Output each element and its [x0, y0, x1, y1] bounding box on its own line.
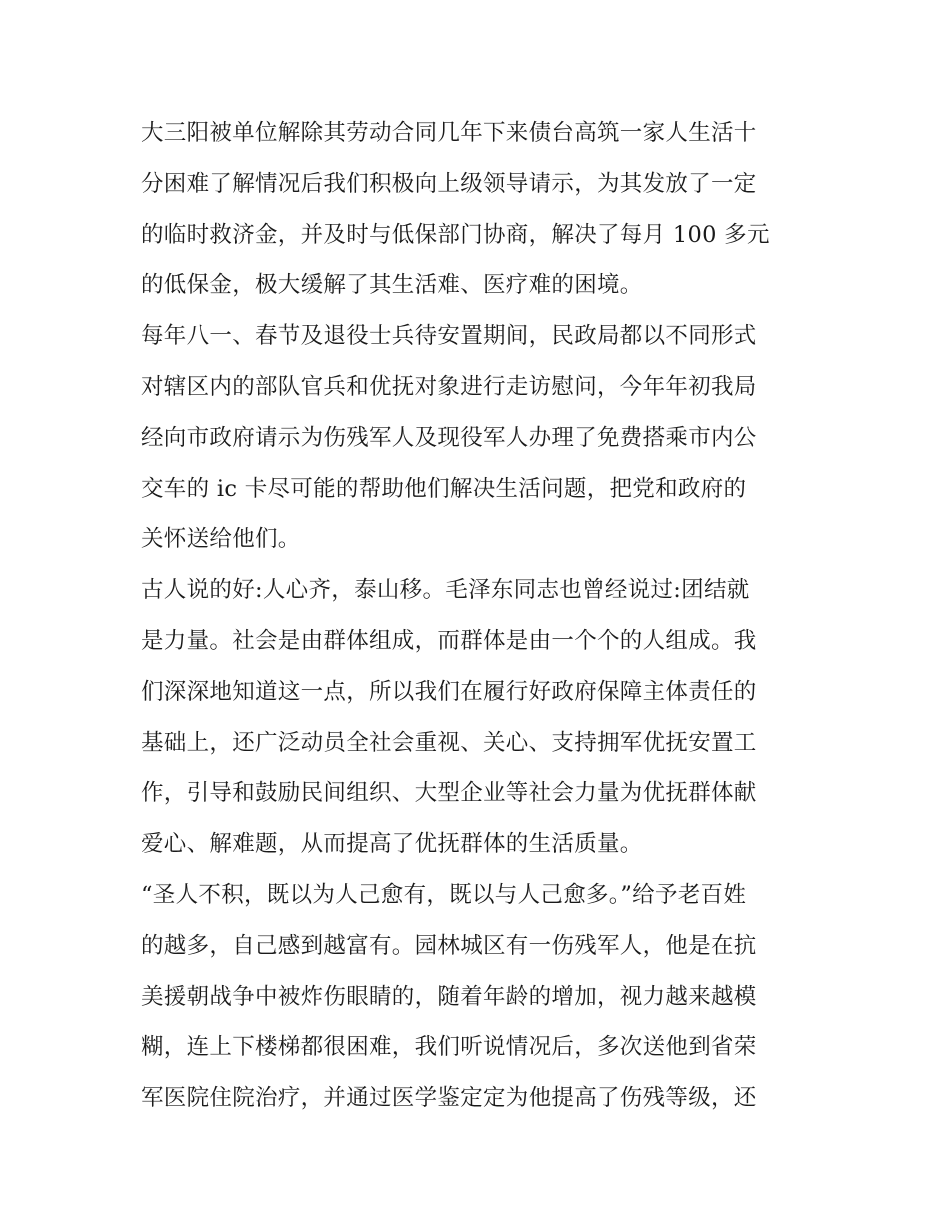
- text-line: 古人说的好:人心齐，泰山移。毛泽东同志也曾经说过:团结就: [141, 577, 750, 604]
- text-line: 对辖区内的部队官兵和优抚对象进行走访慰问，今年年初我局: [141, 373, 757, 400]
- text-line: 是力量。社会是由群体组成，而群体是由一个个的人组成。我: [141, 627, 757, 654]
- text-line: 作，引导和鼓励民间组织、大型企业等社会力量为优抚群体献: [141, 780, 757, 807]
- text-line: 的越多，自己感到越富有。园林城区有一伤残军人，他是在抗: [141, 932, 757, 959]
- text-line: 分困难了解情况后我们积极向上级领导请示，为其发放了一定: [141, 170, 757, 197]
- text-line: 大三阳被单位解除其劳动合同几年下来债台高筑一家人生活十: [141, 120, 757, 146]
- text-line: 爱心、解难题，从而提高了优抚群体的生活质量。: [141, 831, 643, 858]
- text-line: 美援朝战争中被炸伤眼睛的，随着年龄的增加，视力越来越模: [141, 983, 757, 1010]
- text-line: 的临时救济金，并及时与低保部门协商，解决了每月 100 多元: [141, 221, 770, 248]
- text-line: 交车的 ic 卡尽可能的帮助他们解决生活问题，把党和政府的: [141, 475, 747, 502]
- text-line: “圣人不积，既以为人己愈有，既以与人己愈多。”给予老百姓: [141, 881, 747, 908]
- text-line: 们深深地知道这一点，所以我们在履行好政府保障主体责任的: [141, 678, 757, 705]
- document-body: [141, 108, 821, 1124]
- text-line: 糊，连上下楼梯都很困难，我们听说情况后，多次送他到省荣: [141, 1034, 757, 1061]
- text-line: 每年八一、春节及退役士兵待安置期间，民政局都以不同形式: [141, 323, 757, 350]
- text-line: 的低保金，极大缓解了其生活难、医疗难的困境。: [141, 272, 643, 299]
- text-line: 军医院住院治疗，并通过医学鉴定定为他提高了伤残等级，还: [141, 1085, 757, 1112]
- text-line: 关怀送给他们。: [141, 526, 301, 553]
- text-line: 基础上，还广泛动员全社会重视、关心、支持拥军优抚安置工: [141, 729, 757, 756]
- text-line: 经向市政府请示为伤残军人及现役军人办理了免费搭乘市内公: [141, 424, 757, 451]
